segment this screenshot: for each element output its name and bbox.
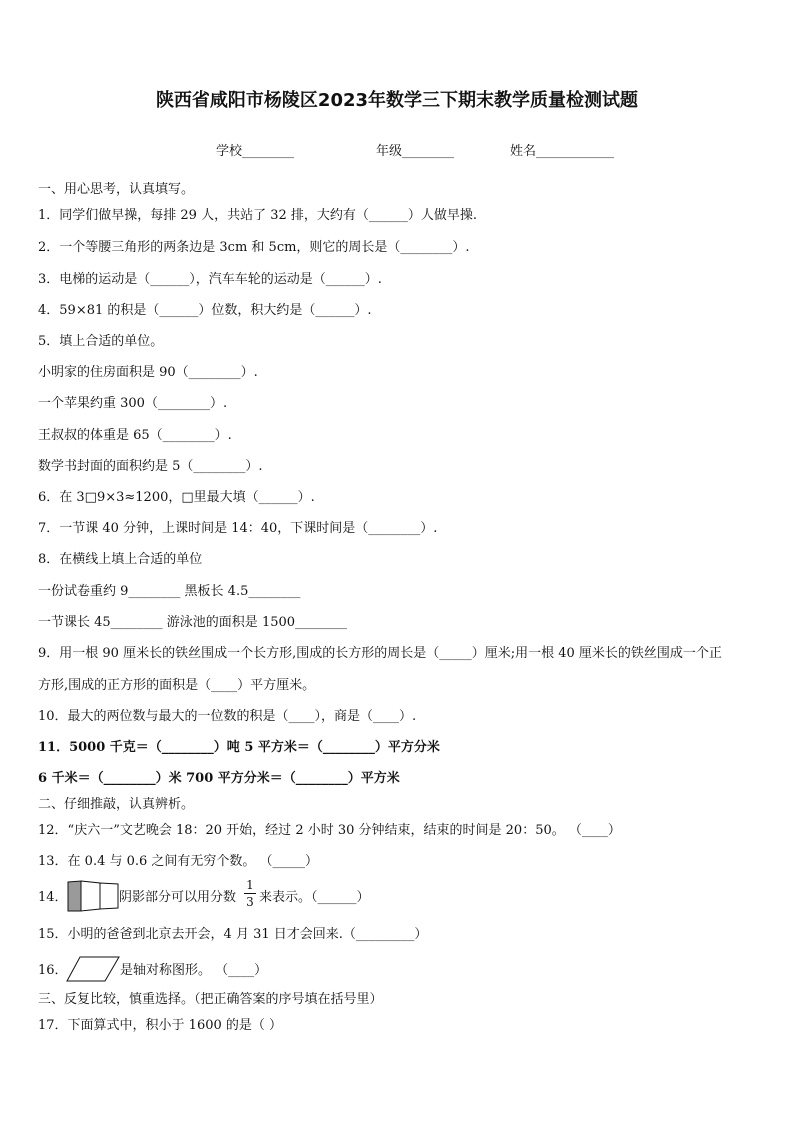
question-15: 15．小明的爸爸到北京去开会，4 月 31 日才会回来.（_________） [38,927,428,942]
school-field[interactable]: 学校________ [216,144,295,159]
question-4: 4．59×81 的积是（______）位数，积大约是（______）. [38,303,372,318]
question-2: 2．一个等腰三角形的两条边是 3cm 和 5cm，则它的周长是（________）. [38,240,470,255]
question-17: 17．下面算式中，积小于 1600 的是（ ） [38,1018,283,1033]
fraction-numerator: 1 [246,878,254,892]
question-1: 1．同学们做早操，每排 29 人，共站了 32 排，大约有（______）人做早操. [38,208,478,223]
fraction-denominator: 3 [246,895,254,909]
question-5-c: 王叔叔的体重是 65（________）. [38,428,232,443]
question-5-a: 小明家的住房面积是 90（________）. [38,365,258,380]
three-part-rectangle-figure [67,880,119,912]
section-1-heading: 一、用心思考，认真填写。 [38,182,195,197]
question-9-line-1: 9．用一根 90 厘米长的铁丝围成一个长方形,围成的长方形的周长是（_____）厘米;用一根 40 厘米长的铁丝围成一个正 [38,646,722,661]
parallelogram-figure [66,956,120,982]
question-14-text: 阴影部分可以用分数 [119,890,237,905]
question-16-text: 是轴对称图形。 （____） [120,963,268,978]
question-5: 5．填上合适的单位。 [38,334,164,349]
section-3-heading: 三、反复比较，慎重选择。（把正确答案的序号填在括号里） [38,992,383,1007]
question-3: 3．电梯的运动是（______），汽车车轮的运动是（______）. [38,272,382,287]
question-6: 6．在 3□9×3≈1200，□里最大填（______）. [38,490,315,505]
question-9-line-2: 方形,围成的正方形的面积是（____）平方厘米。 [38,678,316,693]
question-12: 12．“庆六一”文艺晚会 18：20 开始，经过 2 小时 30 分钟结束，结束的时间是 20：50。 （____） [38,823,621,838]
question-14-tail: 来表示。（______） [259,890,370,905]
name-field[interactable]: 姓名____________ [510,144,615,159]
question-16-number: 16． [38,963,68,978]
section-2-heading: 二、仔细推敲，认真辨析。 [38,797,195,812]
question-5-d: 数学书封面的面积约是 5（________）. [38,459,263,474]
page-title: 陕西省咸阳市杨陵区2023年数学三下期末教学质量检测试题 [155,90,639,111]
question-10: 10．最大的两位数与最大的一位数的积是（____），商是（____）. [38,709,417,724]
question-5-b: 一个苹果约重 300（________）. [38,396,228,411]
question-14-number: 14． [38,890,68,905]
question-13: 13．在 0.4 与 0.6 之间有无穷个数。 （_____） [38,854,319,869]
fraction-one-third [244,878,256,909]
question-8-a: 一份试卷重约 9________ 黑板长 4.5________ [38,584,301,599]
grade-field[interactable]: 年级________ [376,144,455,159]
question-11-a: 11．5000 千克＝（________）吨 5 平方米＝（________）平方分米 [38,740,440,755]
question-8-b: 一节课长 45________ 游泳池的面积是 1500________ [38,615,348,630]
question-11-b: 6 千米＝（________）米 700 平方分米＝（________）平方米 [38,771,400,786]
question-8: 8．在横线上填上合适的单位 [38,552,203,567]
question-7: 7．一节课 40 分钟，上课时间是 14：40，下课时间是（________）. [38,521,438,536]
